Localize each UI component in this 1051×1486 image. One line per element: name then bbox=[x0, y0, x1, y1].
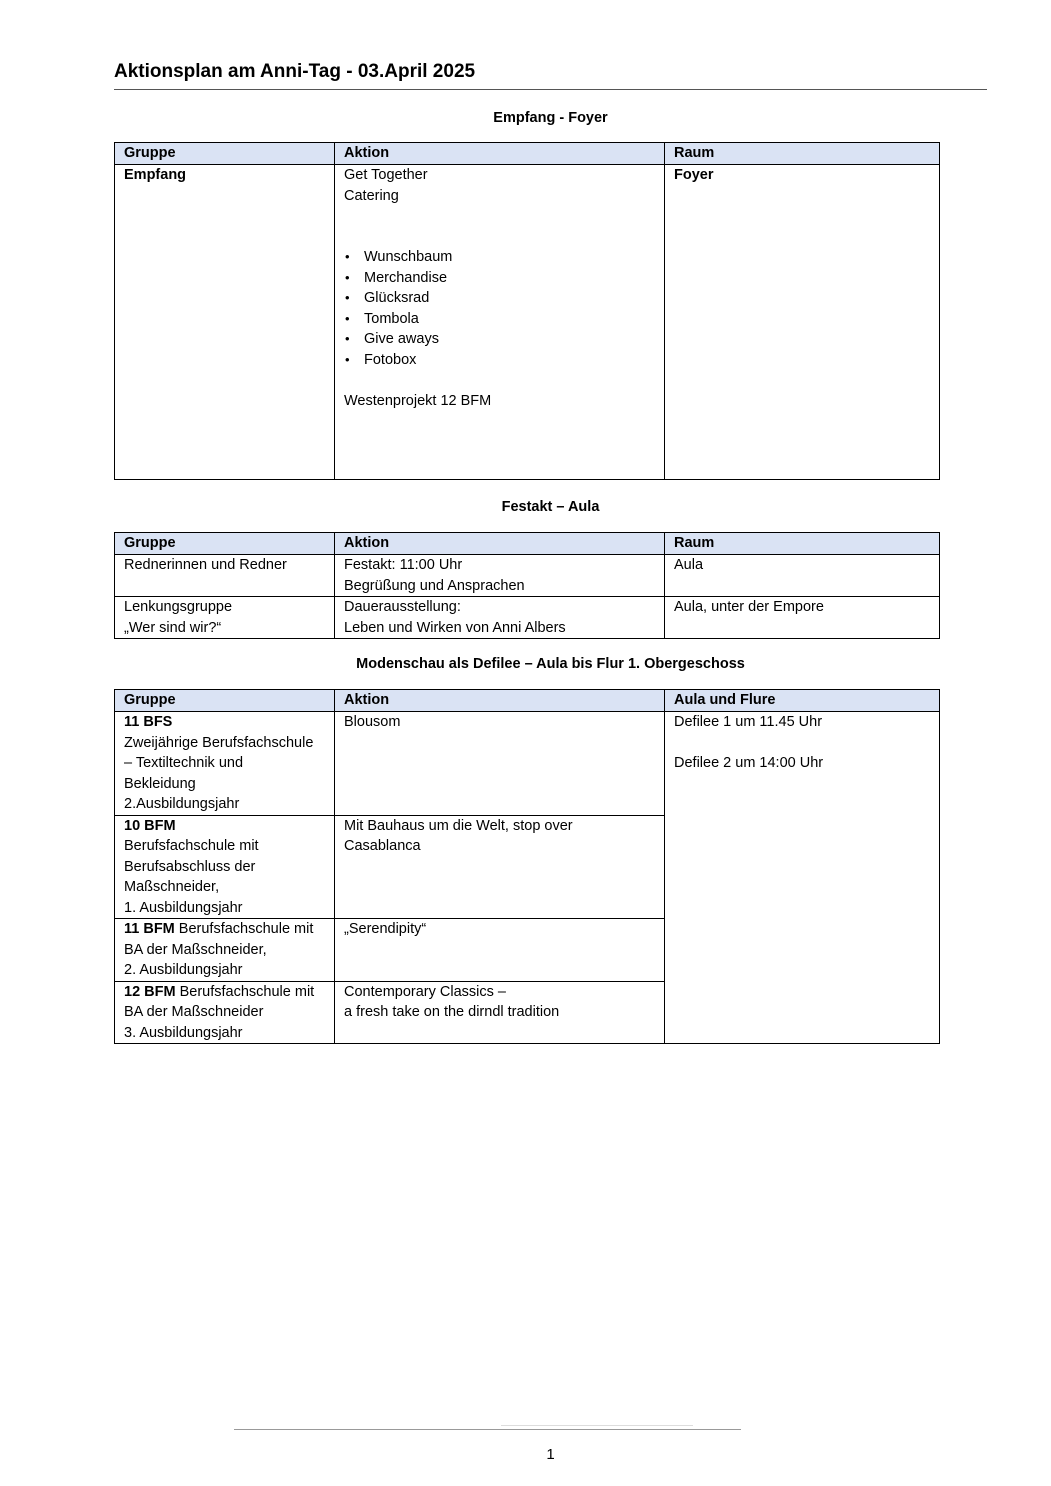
header-raum: Raum bbox=[665, 143, 940, 165]
aktion-line: a fresh take on the dirndl tradition bbox=[344, 1004, 560, 1020]
defilee-time: Defilee 2 um 14:00 Uhr bbox=[674, 755, 824, 771]
footer-rule bbox=[234, 1429, 741, 1430]
gruppe-cell: Empfang bbox=[115, 165, 335, 480]
gruppe-line: Berufsfachschule mit bbox=[124, 838, 259, 854]
page-title: Aktionsplan am Anni-Tag - 03.April 2025 bbox=[114, 61, 476, 82]
spacer bbox=[344, 370, 655, 391]
header-gruppe: Gruppe bbox=[115, 690, 335, 712]
gruppe-line: Rednerinnen und Redner bbox=[124, 557, 287, 573]
aktion-cell bbox=[335, 919, 665, 982]
table-header-row bbox=[115, 143, 940, 165]
aktion-line: Begrüßung und Ansprachen bbox=[344, 577, 525, 594]
spacer bbox=[344, 206, 655, 227]
aktion-line: Dauerausstellung: bbox=[344, 599, 461, 615]
header-aktion: Aktion bbox=[335, 143, 665, 165]
gruppe-line: Berufsabschluss der bbox=[124, 858, 256, 875]
class-code: 12 BFM bbox=[124, 983, 176, 1000]
aktion-line: „Serendipity“ bbox=[344, 921, 427, 937]
aktion-line: Mit Bauhaus um die Welt, stop over bbox=[344, 817, 573, 834]
aktion-cell bbox=[335, 555, 665, 597]
gruppe-cell bbox=[115, 919, 335, 982]
gruppe-line: Berufsfachschule mit bbox=[175, 983, 315, 1000]
gruppe-cell bbox=[115, 597, 335, 639]
aktion-line: Contemporary Classics – bbox=[344, 983, 506, 1000]
gruppe-line: 2. Ausbildungsjahr bbox=[124, 962, 243, 978]
aktion-line: Leben und Wirken von Anni Albers bbox=[344, 619, 566, 636]
header-aula-flure: Aula und Flure bbox=[665, 690, 940, 712]
aktion-cell bbox=[335, 981, 665, 1044]
section-heading-empfang: Empfang - Foyer bbox=[493, 110, 608, 126]
title-rule bbox=[114, 89, 987, 90]
list-item: • Fotobox bbox=[364, 350, 655, 371]
spacer bbox=[344, 227, 655, 248]
list-item: • Merchandise bbox=[364, 268, 655, 289]
gruppe-line: BA der Maßschneider, bbox=[124, 941, 267, 958]
aktion-line: Festakt: 11:00 Uhr bbox=[344, 557, 463, 573]
aktion-line: Get Together bbox=[344, 167, 428, 183]
gruppe-cell bbox=[115, 981, 335, 1044]
section-heading-modenschau: Modenschau als Defilee – Aula bis Flur 1. Obergeschoss bbox=[356, 656, 745, 672]
list-item: • Wunschbaum bbox=[364, 247, 655, 268]
modenschau-table bbox=[114, 689, 940, 1044]
header-aktion: Aktion bbox=[335, 690, 665, 712]
page-number: 1 bbox=[546, 1446, 555, 1463]
raum-cell: Aula bbox=[665, 555, 940, 597]
aktion-line: Blousom bbox=[344, 714, 401, 730]
gruppe-line: Maßschneider, bbox=[124, 879, 220, 895]
table-row bbox=[115, 712, 940, 816]
gruppe-cell bbox=[115, 712, 335, 816]
project-line: Westenprojekt 12 BFM bbox=[344, 392, 492, 409]
header-aktion: Aktion bbox=[335, 533, 665, 555]
gruppe-first-line bbox=[124, 919, 325, 940]
gruppe-cell bbox=[115, 555, 335, 597]
table-row bbox=[115, 165, 940, 480]
list-item: • Tombola bbox=[364, 309, 655, 330]
gruppe-line: BA der Maßschneider bbox=[124, 1004, 264, 1020]
defilee-cell bbox=[665, 712, 940, 1044]
gruppe-line: Bekleidung bbox=[124, 775, 196, 792]
gruppe-line: Berufsfachschule mit bbox=[174, 921, 314, 937]
class-code: 11 BFS bbox=[124, 714, 173, 730]
aktion-cell bbox=[335, 165, 665, 480]
festakt-table bbox=[114, 532, 940, 639]
footer-rule-faint bbox=[501, 1425, 693, 1426]
defilee-time: Defilee 1 um 11.45 Uhr bbox=[674, 714, 823, 730]
table-header-row bbox=[115, 690, 940, 712]
aktion-cell bbox=[335, 815, 665, 919]
class-code: 10 BFM bbox=[124, 817, 176, 834]
gruppe-line: Lenkungsgruppe bbox=[124, 599, 233, 615]
empfang-table bbox=[114, 142, 940, 480]
gruppe-line: – Textiltechnik und bbox=[124, 755, 244, 771]
spacer bbox=[674, 733, 930, 754]
aktion-cell bbox=[335, 597, 665, 639]
header-raum: Raum bbox=[665, 533, 940, 555]
section-heading-festakt: Festakt – Aula bbox=[501, 499, 600, 515]
table-row bbox=[115, 597, 940, 639]
gruppe-line: 3. Ausbildungsjahr bbox=[124, 1024, 243, 1041]
gruppe-line: 1. Ausbildungsjahr bbox=[124, 899, 243, 916]
table-header-row bbox=[115, 533, 940, 555]
gruppe-line: „Wer sind wir?“ bbox=[124, 619, 222, 636]
gruppe-cell bbox=[115, 815, 335, 919]
aktion-line: Catering bbox=[344, 187, 399, 204]
gruppe-line: 2.Ausbildungsjahr bbox=[124, 796, 240, 812]
raum-cell: Foyer bbox=[665, 165, 940, 480]
table-row bbox=[115, 555, 940, 597]
gruppe-first-line bbox=[124, 982, 325, 1003]
list-item: • Give aways bbox=[364, 329, 655, 350]
list-item: • Glücksrad bbox=[364, 288, 655, 309]
raum-cell: Aula, unter der Empore bbox=[665, 597, 940, 639]
gruppe-line: Zweijährige Berufsfachschule bbox=[124, 734, 314, 751]
class-code: 11 BFM bbox=[124, 921, 175, 937]
activity-list bbox=[344, 247, 655, 370]
aktion-line: Casablanca bbox=[344, 838, 421, 854]
header-gruppe: Gruppe bbox=[115, 533, 335, 555]
aktion-cell bbox=[335, 712, 665, 816]
header-gruppe: Gruppe bbox=[115, 143, 335, 165]
